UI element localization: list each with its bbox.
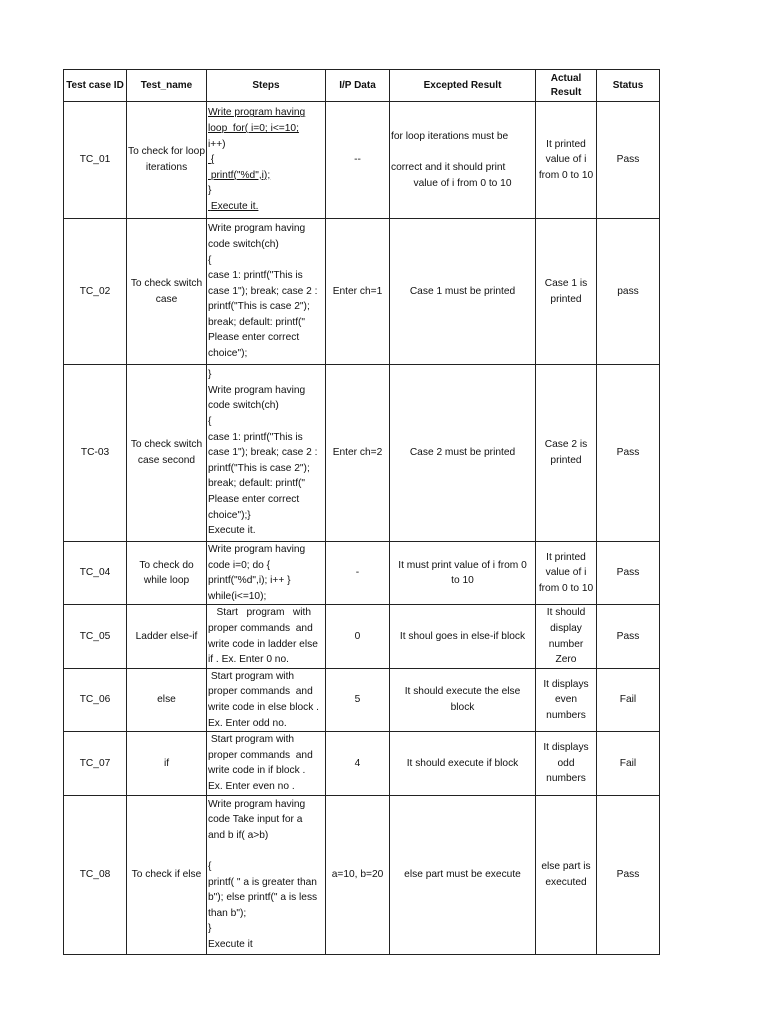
expected-result-cell — [390, 668, 536, 731]
steps-line: Execute it. — [208, 200, 259, 212]
expected-line: It shoul goes in else-if block — [399, 630, 526, 642]
actual-result-cell: else part is executed — [536, 795, 597, 954]
expected-line: correct and it should print — [391, 162, 506, 173]
test-case-id-cell: TC_05 — [64, 605, 127, 668]
steps-line: Execute it — [208, 938, 253, 950]
header-expected-result: Excepted Result — [390, 70, 536, 102]
header-actual-result: Actual Result — [536, 70, 597, 102]
test-name-cell: To check if else — [127, 795, 207, 954]
steps-line: code i=0; do { — [208, 559, 271, 571]
actual-result-cell: It printed value of i from 0 to 10 — [536, 542, 597, 605]
steps-cell — [207, 102, 326, 219]
expected-line: else part must be execute — [404, 868, 521, 880]
table-row — [64, 542, 660, 605]
status-cell: pass — [597, 219, 660, 365]
actual-result-cell: It should display number Zero — [536, 605, 597, 668]
steps-line: case 1: printf("This is — [208, 270, 303, 282]
steps-cell — [207, 605, 326, 668]
test-case-id-cell: TC_02 — [64, 219, 127, 365]
header-ip-data: I/P Data — [326, 70, 390, 102]
test-case-id-cell: TC_06 — [64, 668, 127, 731]
test-case-id-cell: TC_07 — [64, 732, 127, 795]
steps-line: i++) — [208, 138, 226, 150]
expected-result-cell — [390, 102, 536, 219]
steps-line: if . Ex. Enter 0 no. — [208, 654, 289, 666]
steps-line: Write program having — [208, 107, 306, 119]
steps-line: Write program having — [208, 544, 306, 555]
steps-line: { — [208, 416, 212, 428]
steps-line — [208, 843, 324, 859]
status-cell: Pass — [597, 365, 660, 542]
steps-line: choice"); — [208, 348, 248, 360]
test-case-id-cell: TC-03 — [64, 365, 127, 542]
steps-line: break; default: printf(" — [208, 478, 306, 490]
steps-line: { — [208, 154, 215, 166]
steps-line: Write program having — [208, 798, 306, 810]
test-name-cell: To check do while loop — [127, 542, 207, 605]
status-cell: Pass — [597, 605, 660, 668]
steps-line: b"); else printf(" a is less — [208, 892, 318, 904]
ip-data-cell: a=10, b=20 — [326, 795, 390, 954]
steps-line: printf("%d",i); i++ } — [208, 575, 291, 587]
expected-result-cell — [390, 365, 536, 542]
steps-line: proper commands and — [208, 622, 313, 634]
expected-result-cell — [390, 605, 536, 668]
steps-line: } — [208, 185, 212, 197]
header-row — [64, 70, 660, 102]
steps-line: { — [208, 254, 212, 266]
actual-result-cell: It displays odd numbers — [536, 732, 597, 795]
actual-result-cell: Case 1 is printed — [536, 219, 597, 365]
steps-line: Please enter correct — [208, 493, 300, 505]
ip-data-cell: 0 — [326, 605, 390, 668]
steps-line: Ex. Enter odd no. — [208, 717, 287, 729]
expected-result-cell — [390, 732, 536, 795]
test-name-cell: To check switch case — [127, 219, 207, 365]
steps-line: printf("This is case 2"); — [208, 301, 310, 313]
expected-line: It should execute if block — [406, 757, 519, 769]
steps-line: while(i<=10); — [208, 590, 267, 602]
steps-cell — [207, 795, 326, 954]
steps-line: printf( " a is greater than — [208, 876, 317, 888]
steps-line: case 1"); break; case 2 : — [208, 285, 318, 297]
steps-line: Write program having — [208, 223, 306, 235]
steps-line: Ex. Enter even no . — [208, 780, 295, 792]
expected-line: for loop iterations must be — [391, 130, 509, 142]
test-name-cell: if — [127, 732, 207, 795]
steps-line: loop for( i=0; i<=10; — [208, 123, 299, 135]
actual-result-cell: It displays even numbers — [536, 668, 597, 731]
expected-line: to 10 — [451, 575, 474, 587]
steps-line: than b"); — [208, 907, 247, 919]
steps-line: choice");} — [208, 509, 251, 521]
expected-line: value of i from 0 to 10 — [413, 177, 512, 189]
expected-line — [391, 144, 534, 160]
expected-result-cell — [390, 219, 536, 365]
test-case-id-cell: TC_04 — [64, 542, 127, 605]
test-name-cell: else — [127, 668, 207, 731]
status-cell: Pass — [597, 102, 660, 219]
steps-line: write code in ladder else — [208, 638, 318, 650]
header-status: Status — [597, 70, 660, 102]
status-cell: Pass — [597, 542, 660, 605]
steps-cell — [207, 668, 326, 731]
test-name-cell: To check switch case second — [127, 365, 207, 542]
status-cell: Fail — [597, 732, 660, 795]
table-row — [64, 668, 660, 731]
ip-data-cell: Enter ch=2 — [326, 365, 390, 542]
table-row — [64, 219, 660, 365]
steps-line: Please enter correct — [208, 332, 300, 344]
actual-result-cell: It printed value of i from 0 to 10 — [536, 102, 597, 219]
expected-result-cell — [390, 795, 536, 954]
steps-line: proper commands and — [208, 686, 313, 698]
steps-cell — [207, 542, 326, 605]
header-test-case-id: Test case ID — [64, 70, 127, 102]
ip-data-cell: 4 — [326, 732, 390, 795]
table-row — [64, 795, 660, 954]
header-steps: Steps — [207, 70, 326, 102]
steps-line: Start program with — [208, 607, 312, 619]
steps-line: case 1: printf("This is — [208, 431, 303, 443]
test-case-id-cell: TC_08 — [64, 795, 127, 954]
test-case-id-cell: TC_01 — [64, 102, 127, 219]
steps-line: Write program having — [208, 384, 306, 396]
ip-data-cell: 5 — [326, 668, 390, 731]
ip-data-cell: -- — [326, 102, 390, 219]
steps-line: Start program with — [208, 670, 295, 682]
test-name-cell: To check for loop iterations — [127, 102, 207, 219]
steps-line: Execute it. — [208, 525, 256, 537]
table-row — [64, 605, 660, 668]
steps-cell — [207, 219, 326, 365]
steps-line: { — [208, 860, 212, 872]
steps-line: write code in else block . — [208, 701, 319, 713]
expected-line: block — [450, 701, 475, 713]
steps-line: code switch(ch) — [208, 238, 279, 250]
actual-result-cell: Case 2 is printed — [536, 365, 597, 542]
steps-line: code switch(ch) — [208, 400, 279, 412]
steps-line: break; default: printf(" — [208, 316, 306, 328]
expected-line: It must print value of i from 0 — [398, 559, 527, 571]
steps-line: case 1"); break; case 2 : — [208, 447, 318, 459]
steps-cell — [207, 732, 326, 795]
status-cell: Fail — [597, 668, 660, 731]
expected-line: It should execute the else — [404, 686, 521, 698]
table-row — [64, 102, 660, 219]
steps-cell — [207, 365, 326, 542]
steps-line: printf("This is case 2"); — [208, 462, 310, 474]
expected-line: Case 2 must be printed — [409, 447, 516, 459]
test-case-table — [63, 69, 660, 955]
test-name-cell: Ladder else-if — [127, 605, 207, 668]
steps-line: proper commands and — [208, 749, 313, 761]
table-row — [64, 732, 660, 795]
expected-line: Case 1 must be printed — [409, 285, 516, 297]
steps-line: printf("%d",i); — [208, 169, 271, 181]
header-test-name: Test_name — [127, 70, 207, 102]
table-row — [64, 365, 660, 542]
ip-data-cell: - — [326, 542, 390, 605]
steps-line: code Take input for a — [208, 814, 303, 826]
ip-data-cell: Enter ch=1 — [326, 219, 390, 365]
steps-line: write code in if block . — [208, 765, 306, 777]
steps-line: and b if( a>b) — [208, 829, 269, 841]
steps-line: Start program with — [208, 734, 295, 746]
expected-result-cell — [390, 542, 536, 605]
steps-line: } — [208, 923, 212, 935]
status-cell: Pass — [597, 795, 660, 954]
steps-line: } — [208, 369, 212, 381]
